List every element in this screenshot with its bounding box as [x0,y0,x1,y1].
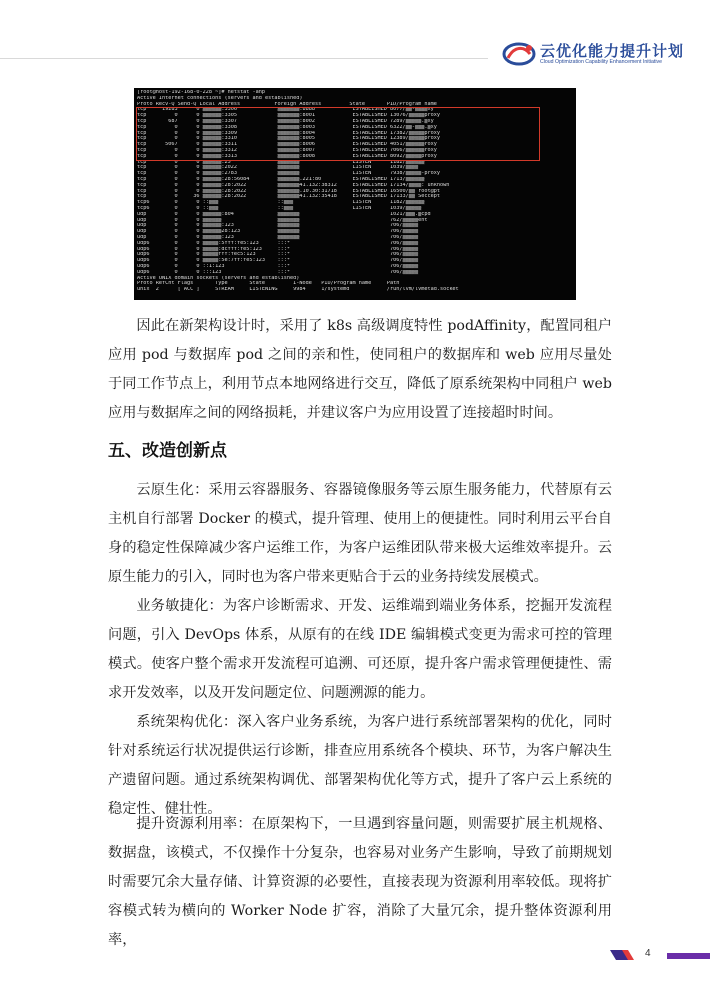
terminal-screenshot [134,88,576,300]
paragraph-resource-utilization: 提升资源利用率：在原架构下，一旦遇到容量问题，则需要扩展主机规格、数据盘，该模式，不仅操作十分复杂，也容易对业务产生影响，导致了前期规划时需要冗余大量存储、计算资源的必要性，直接表现为资源利用率较低。现将扩容模式转为横向的 Worker Node 扩容，消除了大量冗余，提升整体资源利用率， [108,816,612,948]
brand-logo [502,38,685,70]
terminal-line: tcp6 0 0 ::▒▒▒ ::▒▒▒ LISTEN 1182/▒▒▒▒▒▒ [137,200,425,206]
logo-title: 云优化能力提升计划 [540,42,685,60]
highlight-box [136,107,540,161]
terminal-line: tcp 0 0 ▒▒▒▒▒▒:3309 ▒▒▒▒▒▒▒:8004 ESTABLISHED 17382/▒▒▒▒▒proxy [137,130,440,136]
terminal-line: [root@host-192-168-0-228 ~]# netstat -anp [137,90,266,95]
terminal-line: udp 0 0 ▒▒▒▒▒▒ ▒▒▒▒▒▒▒ 762/▒▒▒▒▒ent [137,217,428,223]
terminal-line: Proto RefCnt Flags Type State I-Node PID/Program name Path [137,281,400,287]
terminal-line: Proto Recv-Q Send-Q Local Address Foreign Address State PID/Program name [137,101,437,107]
terminal-line: tcp 0 0 ▒▒▒▒▒▒:3308 ▒▒▒▒▒▒▒:8003 ESTABLISHED 6322/▒▒-▒▒▒.▒xy [137,124,437,130]
footer-decoration-icon [610,950,634,960]
logo-subtitle: Cloud Optimization Capability Enhancement Initiative [540,59,662,65]
footer-bar [667,953,710,959]
terminal-line: udp6 0 0 ::1:123 :::* 706/▒▒▒▒▒ [137,263,419,269]
terminal-line: udp6 0 0 ▒▒▒▒▒:dcfff:fe5:123 :::* 706/▒▒▒▒▒ [137,246,419,252]
terminal-line: udp 0 0 ▒▒▒▒▒▒:123 ▒▒▒▒▒▒▒ 706/▒▒▒▒▒ [137,234,419,240]
paragraph-business-agility: 业务敏捷化：为客户诊断需求、开发、运维端到端业务体系，挖掘开发流程问题，引入 DevOps 体系，从原有的在线 IDE 编辑模式变更为需求可控的管理模式。使客户整个需求开发流程可追溯、可还原，提升客户需求管理便捷性、需求开发效率，以及开发问题定位、问题溯源的能力。 [108,598,612,701]
terminal-line: tcp 5067 0 ▒▒▒▒▒▒:3311 ▒▒▒▒▒▒▒:8006 ESTABLISHED 4051/▒▒▒▒▒▒roxy [137,142,437,148]
terminal-line: tcp6 0 0 ::▒▒▒ ::▒▒▒ LISTEN 1039/▒▒▒▒▒ [137,205,422,211]
page-number: 4 [645,948,651,959]
terminal-line: tcp 0 0 ▒▒▒▒▒▒:2022 ▒▒▒▒▒▒▒ LISTEN 1039/▒▒▒▒ [137,165,419,171]
header-divider [0,58,488,59]
terminal-line: tcp 19283 0 ▒▒▒▒▒▒:3306 ▒▒▒▒▒▒▒:8888 ESTABLISHED 8077/▒▒-▒▒▒▒xy [137,107,434,113]
terminal-line: Active UNIX domain sockets (servers and established) [137,275,300,281]
paragraph-podaffinity: 因此在新架构设计时，采用了 k8s 高级调度特性 podAffinity，配置同租户应用 pod 与数据库 pod 之间的亲和性，使同租户的数据库和 web 应用尽量处于同工作节点上，利用节点本地网络进行交互，降低了原系统架构中同租户 web 应用与数据库之间的网络损耗，并建议客户为应用设置了连接超时时间。 [108,318,612,421]
terminal-line: tcp 0 0 ▒▒▒▒▒▒:3305 ▒▒▒▒▒▒▒:8001 ESTABLISHED 13076/▒▒▒▒▒proxy [137,113,440,119]
terminal-line: udp6 0 0 ▒▒▒▒▒fff:fec5:123 :::* 706/▒▒▒▒▒ [137,252,419,258]
terminal-line: tcp 0 36 ▒▒▒▒▒▒:28:2022 ▒▒▒▒▒▒▒41.132:35418 ESTABLISHED 17133/▒▒ Seccept [137,194,440,200]
terminal-line: Active Internet connections (servers and established) [137,95,303,101]
terminal-line: tcp 0 0 ▒▒▒▒▒▒:25 ▒▒▒▒▒▒▒ LISTEN 1182/▒▒▒▒▒▒ [137,159,425,165]
paragraph-cloud-native: 云原生化：采用云容器服务、容器镜像服务等云原生服务能力，代替原有云主机自行部署 Docker 的模式，提升管理、使用上的便捷性。同时利用云平台自身的稳定性保障减少客户运维工作，为客户运维团队带来极大运维效率提升。云原生能力的引入，同时也为客户带来更贴合于云的业务持续发展模式。 [108,482,612,585]
terminal-line: tcp 0 0 ▒▒▒▒▒▒:28:2022 ▒▒▒▒▒▒▒.10.30:31718 ESTABLISHED 16500/▒▒ root@pt [137,188,440,194]
section-heading: 五、改造创新点 [108,441,227,461]
terminal-line: tcp 0 0 ▒▒▒▒▒▒:28:2022 ▒▒▒▒▒▒▒41.132:38312 ESTABLISHED 17134/▒▒▒▒: unknown [137,182,450,188]
terminal-line: unix 2 [ ACC ] STREAM LISTENING 9984 1/systemd /run/lvm/lvmetad.socket [137,287,459,293]
terminal-line: tcp 0 0 ▒▒▒▒▒▒:3310 ▒▒▒▒▒▒▒:8005 ESTABLISHED 12389/▒▒▒▒▒proxy [137,136,440,142]
terminal-line: udp 0 0 ▒▒▒▒▒▒:123 ▒▒▒▒▒▒▒ 706/▒▒▒▒▒ [137,223,419,229]
terminal-line: tcp 0 0 ▒▒▒▒▒▒:2783 ▒▒▒▒▒▒▒ LISTEN 7938/▒▒▒▒▒-proxy [137,171,440,177]
cloud-logo-icon [502,40,536,66]
terminal-line: udp 0 0 ▒▒▒▒▒▒:804 ▒▒▒▒▒▒▒ 1021/▒▒▒.▒cpd [137,211,431,217]
paragraph-architecture-optimization: 系统架构优化：深入客户业务系统，为客户进行系统部署架构的优化，同时针对系统运行状况提供运行诊断，排查应用系统各个模块、环节，为客户解决生产遗留问题。通过系统架构调优、部署架构优化等方式，提升了客户云上系统的稳定性、健壮性。 [108,714,612,817]
terminal-line: udp6 0 0 :::123 :::* 706/▒▒▒▒▒ [137,269,419,275]
terminal-line: udp 0 0 ▒▒▒▒▒▒28:123 ▒▒▒▒▒▒▒ 706/▒▒▒▒▒ [137,229,419,235]
terminal-line: tcp 0 0 ▒▒▒▒▒▒:3312 ▒▒▒▒▒▒▒:8007 ESTABLISHED 7066/▒▒▒▒▒▒roxy [137,147,437,153]
terminal-line: tcp 0 0 ▒▒▒▒▒▒:3313 ▒▒▒▒▒▒▒:8008 ESTABLISHED 8092/▒▒▒▒▒proxy [137,153,437,159]
terminal-line: tcp 687 0 ▒▒▒▒▒▒:3307 ▒▒▒▒▒▒▒:8002 ESTABLISHED 7289/▒▒▒▒▒.▒xy [137,118,434,124]
terminal-line: tcp 0 0 ▒▒▒▒▒▒:28:56084 ▒▒▒▒▒▒▒.221:80 ESTABLISHED 1713/▒▒▒▒▒▒ [137,176,425,182]
terminal-line: udp6 0 0 ▒▒▒▒▒:5fff:fe5:123 :::* 706/▒▒▒▒▒ [137,240,419,246]
terminal-line: udp6 0 0 ▒▒▒▒▒:5e:7ff:fe5:123 :::* 706/▒▒▒▒▒ [137,258,419,264]
